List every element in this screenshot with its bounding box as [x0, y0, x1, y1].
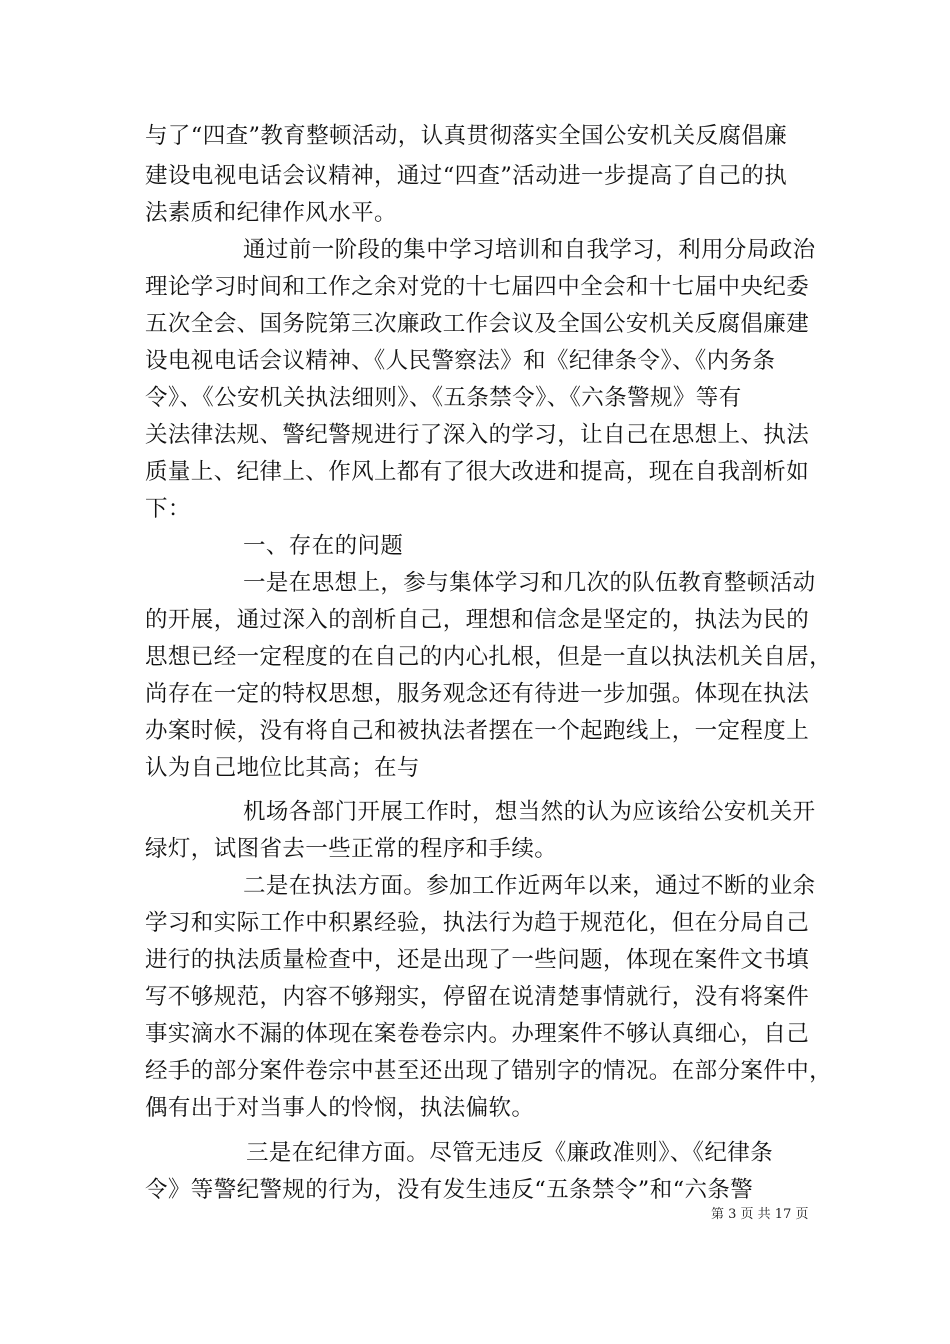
text-line: 经手的部分案件卷宗中甚至还出现了错别字的情况。在部分案件中，: [145, 1058, 833, 1084]
text-line: 认为自己地位比其高；在与: [145, 755, 420, 781]
text-line: 令》、《公安机关执法细则》、《五条禁令》、《六条警规》等有: [145, 385, 742, 411]
text-line: 进行的执法质量检查中，还是出现了一些问题，体现在案件文书填: [145, 947, 810, 973]
page-number-footer: 第 3 页 共 17 页: [711, 1207, 809, 1222]
paragraph-first-line: 三是在纪律方面。尽管无违反《廉政准则》、《纪律条: [246, 1140, 774, 1166]
text-line: 建设电视电话会议精神，通过“四查”活动进一步提高了自己的执: [145, 163, 788, 189]
paragraph-first-line: 机场各部门开展工作时，想当然的认为应该给公安机关开: [243, 799, 816, 825]
text-line: 五次全会、国务院第三次廉政工作会议及全国公安机关反腐倡廉建: [145, 311, 810, 337]
text-line: 思想已经一定程度的在自己的内心扎根，但是一直以执法机关自居，: [145, 644, 833, 670]
text-line: 理论学习时间和工作之余对党的十七届四中全会和十七届中央纪委: [145, 274, 810, 300]
text-line: 事实滴水不漏的体现在案卷卷宗内。办理案件不够认真细心，自己: [145, 1021, 810, 1047]
text-line: 令》等警纪警规的行为，没有发生违反“五条禁令”和“六条警: [145, 1177, 754, 1203]
text-line: 设电视电话会议精神、《人民警察法》和《纪律条令》、《内务条: [145, 348, 776, 374]
text-line: 绿灯，试图省去一些正常的程序和手续。: [145, 836, 558, 862]
text-line: 质量上、纪律上、作风上都有了很大改进和提高，现在自我剖析如: [145, 459, 810, 485]
text-line: 偶有出于对当事人的怜悯，执法偏软。: [145, 1095, 535, 1121]
text-line: 尚存在一定的特权思想，服务观念还有待进一步加强。体现在执法: [145, 681, 810, 707]
text-line: 法素质和纪律作风水平。: [145, 200, 397, 226]
text-line: 下：: [145, 496, 191, 522]
paragraph-first-line: 一是在思想上，参与集体学习和几次的队伍教育整顿活动: [243, 570, 816, 596]
paragraph-first-line: 二是在执法方面。参加工作近两年以来，通过不断的业余: [243, 873, 816, 899]
text-line: 办案时候，没有将自己和被执法者摆在一个起跑线上，一定程度上: [145, 718, 810, 744]
text-line: 学习和实际工作中积累经验，执法行为趋于规范化，但在分局自己: [145, 910, 810, 936]
text-line: 与了“四查”教育整顿活动，认真贯彻落实全国公安机关反腐倡廉: [145, 123, 788, 149]
paragraph-first-line: 通过前一阶段的集中学习培训和自我学习，利用分局政治: [243, 237, 816, 263]
text-line: 关法律法规、警纪警规进行了深入的学习，让自己在思想上、执法: [145, 422, 810, 448]
section-heading: 一、存在的问题: [243, 533, 404, 559]
text-line: 的开展，通过深入的剖析自己，理想和信念是坚定的，执法为民的: [145, 607, 810, 633]
text-line: 写不够规范，内容不够翔实，停留在说清楚事情就行，没有将案件: [145, 984, 810, 1010]
